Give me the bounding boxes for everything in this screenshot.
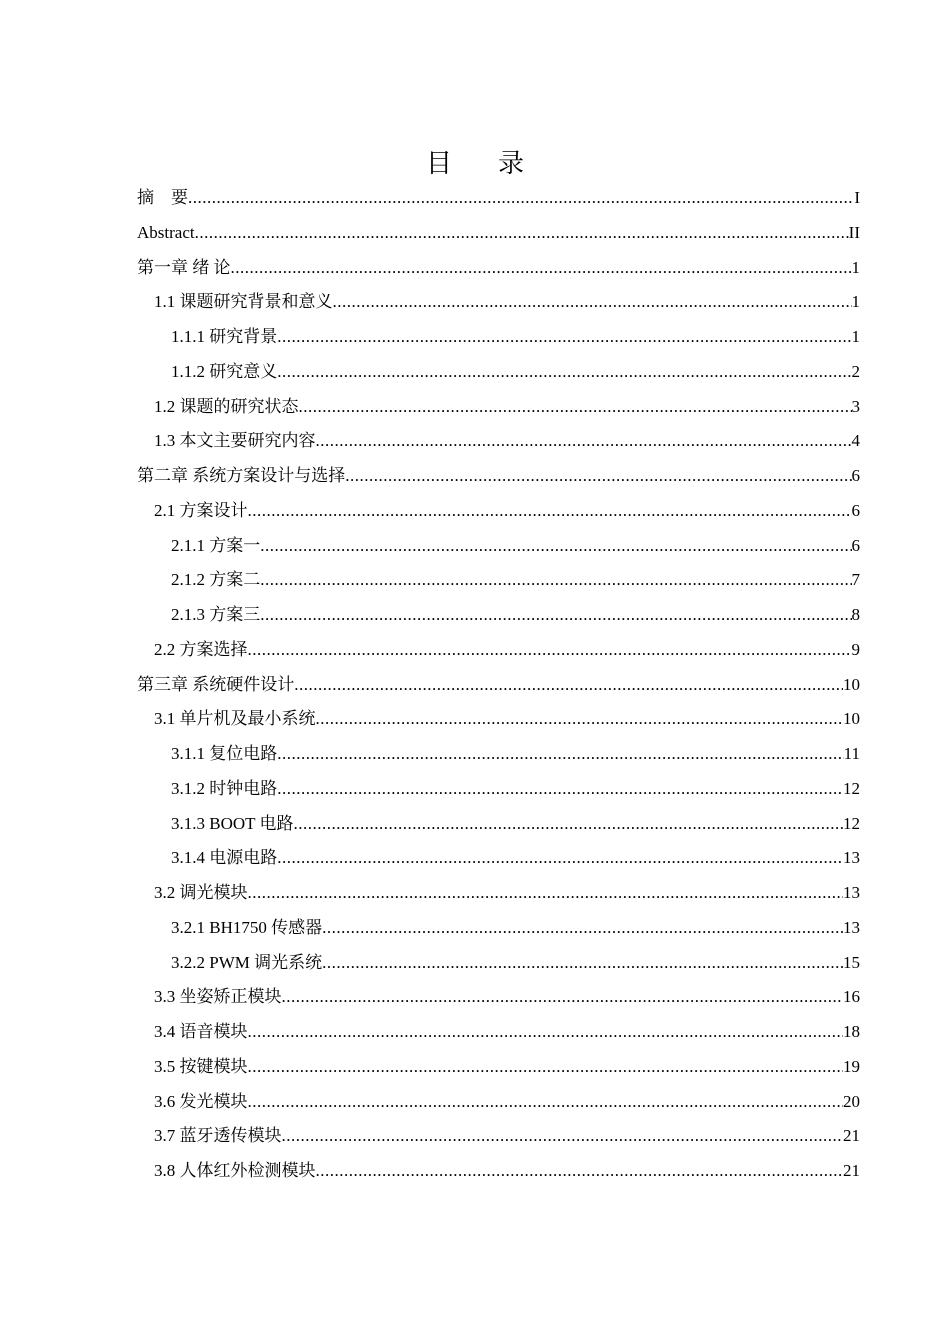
toc-leader-dots bbox=[277, 737, 843, 772]
toc-entry[interactable] bbox=[137, 251, 860, 286]
toc-entry-page: 9 bbox=[851, 639, 860, 659]
toc-entry-page: 15 bbox=[843, 952, 860, 972]
toc-entry-page: 12 bbox=[843, 778, 860, 798]
toc-entry-page: 6 bbox=[851, 535, 860, 555]
toc-entry-page: 10 bbox=[843, 709, 860, 729]
toc-leader-dots bbox=[345, 459, 851, 494]
toc-entry-page: 13 bbox=[843, 848, 860, 868]
toc-entry-page: 8 bbox=[851, 605, 860, 624]
toc-entry-page: 21 bbox=[843, 1161, 860, 1180]
toc-entry-label: 2.1.1 方案一 bbox=[171, 535, 261, 555]
toc-entry[interactable] bbox=[137, 1015, 860, 1050]
toc-entry[interactable] bbox=[137, 598, 860, 633]
toc-leader-dots bbox=[316, 1154, 844, 1189]
toc-entry-label: 3.5 按键模块 bbox=[154, 1056, 248, 1076]
toc-leader-dots bbox=[316, 424, 852, 459]
toc-entry-page: 18 bbox=[843, 1022, 860, 1041]
toc-leader-dots bbox=[248, 876, 844, 911]
toc-list bbox=[137, 181, 860, 1189]
toc-entry[interactable] bbox=[137, 911, 860, 946]
toc-entry-label: 3.2.2 PWM 调光系统 bbox=[171, 952, 323, 972]
toc-entry-label: 1.1.1 研究背景 bbox=[171, 327, 278, 346]
toc-entry-page: 2 bbox=[851, 361, 860, 381]
toc-entry-page: 6 bbox=[851, 466, 860, 485]
toc-leader-dots bbox=[333, 285, 852, 320]
toc-entry-page: 1 bbox=[851, 292, 860, 312]
toc-entry-page: 6 bbox=[851, 500, 860, 520]
toc-entry-label: 1.2 课题的研究状态 bbox=[154, 396, 299, 416]
toc-entry-page: II bbox=[848, 222, 860, 242]
toc-entry-page: 16 bbox=[843, 987, 860, 1007]
toc-entry[interactable] bbox=[137, 807, 860, 842]
toc-entry-label: 3.3 坐姿矫正模块 bbox=[154, 987, 282, 1007]
toc-entry[interactable] bbox=[137, 737, 860, 772]
toc-entry[interactable] bbox=[137, 563, 860, 598]
toc-entry[interactable] bbox=[137, 459, 860, 494]
toc-entry-label: 1.1.2 研究意义 bbox=[171, 361, 278, 381]
toc-entry-page: 21 bbox=[843, 1126, 860, 1146]
toc-entry-label: 1.3 本文主要研究内容 bbox=[154, 431, 316, 451]
toc-leader-dots bbox=[260, 563, 851, 598]
toc-entry-label: 摘 要 bbox=[137, 188, 188, 207]
toc-entry[interactable] bbox=[137, 668, 860, 703]
toc-entry[interactable] bbox=[137, 633, 860, 668]
toc-entry-label: 3.1.1 复位电路 bbox=[171, 744, 278, 763]
toc-leader-dots bbox=[248, 1050, 844, 1085]
toc-entry-label: 3.1.4 电源电路 bbox=[171, 848, 278, 868]
toc-title-char-2: 录 bbox=[498, 149, 525, 178]
toc-entry-page: 7 bbox=[851, 570, 860, 590]
toc-leader-dots bbox=[322, 911, 843, 946]
toc-leader-dots bbox=[277, 320, 851, 355]
toc-title bbox=[0, 144, 950, 184]
toc-entry-label: 3.7 蓝牙透传模块 bbox=[154, 1126, 282, 1146]
toc-entry[interactable] bbox=[137, 216, 860, 251]
toc-leader-dots bbox=[322, 946, 843, 981]
toc-leader-dots bbox=[248, 494, 852, 529]
toc-entry[interactable] bbox=[137, 181, 860, 216]
toc-entry[interactable] bbox=[137, 1154, 860, 1189]
toc-entry[interactable] bbox=[137, 772, 860, 807]
toc-entry-label: 1.1 课题研究背景和意义 bbox=[154, 292, 333, 312]
toc-entry-page: 20 bbox=[843, 1091, 860, 1111]
toc-entry[interactable] bbox=[137, 841, 860, 876]
toc-leader-dots bbox=[231, 251, 852, 286]
toc-leader-dots bbox=[316, 702, 844, 737]
toc-leader-dots bbox=[195, 216, 849, 251]
toc-entry[interactable] bbox=[137, 1050, 860, 1085]
toc-entry-page: 1 bbox=[851, 327, 860, 346]
toc-entry[interactable] bbox=[137, 876, 860, 911]
toc-entry-label: 2.1.3 方案三 bbox=[171, 605, 261, 624]
toc-entry-label: 3.1.3 BOOT 电路 bbox=[171, 813, 294, 833]
toc-leader-dots bbox=[188, 181, 854, 216]
toc-entry-page: 3 bbox=[851, 396, 860, 416]
toc-entry-label: 2.1.2 方案二 bbox=[171, 570, 261, 590]
toc-entry-label: 第二章 系统方案设计与选择 bbox=[137, 466, 346, 485]
toc-entry-page: 1 bbox=[851, 257, 860, 277]
toc-entry-label: 第三章 系统硬件设计 bbox=[137, 674, 295, 694]
toc-entry[interactable] bbox=[137, 355, 860, 390]
toc-entry[interactable] bbox=[137, 285, 860, 320]
toc-entry[interactable] bbox=[137, 702, 860, 737]
toc-entry-page: 12 bbox=[843, 813, 860, 833]
toc-leader-dots bbox=[248, 1015, 844, 1050]
toc-entry-page: 13 bbox=[843, 883, 860, 902]
toc-entry[interactable] bbox=[137, 320, 860, 355]
toc-leader-dots bbox=[293, 807, 843, 842]
toc-entry-label: 3.1.2 时钟电路 bbox=[171, 778, 278, 798]
toc-entry[interactable] bbox=[137, 494, 860, 529]
toc-leader-dots bbox=[277, 355, 851, 390]
toc-entry-page: I bbox=[854, 188, 860, 207]
toc-leader-dots bbox=[248, 1085, 844, 1120]
toc-entry-label: 3.8 人体红外检测模块 bbox=[154, 1161, 316, 1180]
toc-entry[interactable] bbox=[137, 390, 860, 425]
toc-entry[interactable] bbox=[137, 424, 860, 459]
toc-entry-label: 3.2.1 BH1750 传感器 bbox=[171, 917, 323, 937]
toc-leader-dots bbox=[277, 841, 843, 876]
toc-leader-dots bbox=[282, 980, 844, 1015]
toc-leader-dots bbox=[248, 633, 852, 668]
toc-entry-label: 第一章 绪 论 bbox=[137, 257, 231, 277]
toc-leader-dots bbox=[260, 529, 851, 564]
toc-leader-dots bbox=[260, 598, 851, 633]
toc-leader-dots bbox=[294, 668, 843, 703]
toc-leader-dots bbox=[277, 772, 843, 807]
toc-entry[interactable] bbox=[137, 1119, 860, 1154]
toc-entry-label: 3.4 语音模块 bbox=[154, 1022, 248, 1041]
toc-entry-label: 2.2 方案选择 bbox=[154, 639, 248, 659]
toc-entry-label: 2.1 方案设计 bbox=[154, 500, 248, 520]
toc-entry[interactable] bbox=[137, 946, 860, 981]
toc-entry-label: 3.2 调光模块 bbox=[154, 883, 248, 902]
toc-entry-page: 19 bbox=[843, 1056, 860, 1076]
toc-entry[interactable] bbox=[137, 529, 860, 564]
toc-entry-page: 11 bbox=[843, 744, 860, 763]
toc-entry-label: 3.1 单片机及最小系统 bbox=[154, 709, 316, 729]
toc-entry-page: 10 bbox=[843, 674, 860, 694]
toc-entry-page: 4 bbox=[851, 431, 860, 451]
toc-leader-dots bbox=[282, 1119, 844, 1154]
toc-leader-dots bbox=[299, 390, 852, 425]
toc-entry-label: 3.6 发光模块 bbox=[154, 1091, 248, 1111]
toc-entry[interactable] bbox=[137, 980, 860, 1015]
toc-entry-page: 13 bbox=[843, 917, 860, 937]
toc-entry-label: Abstract bbox=[137, 222, 195, 242]
toc-entry[interactable] bbox=[137, 1085, 860, 1120]
toc-title-char-1: 目 bbox=[425, 149, 452, 178]
